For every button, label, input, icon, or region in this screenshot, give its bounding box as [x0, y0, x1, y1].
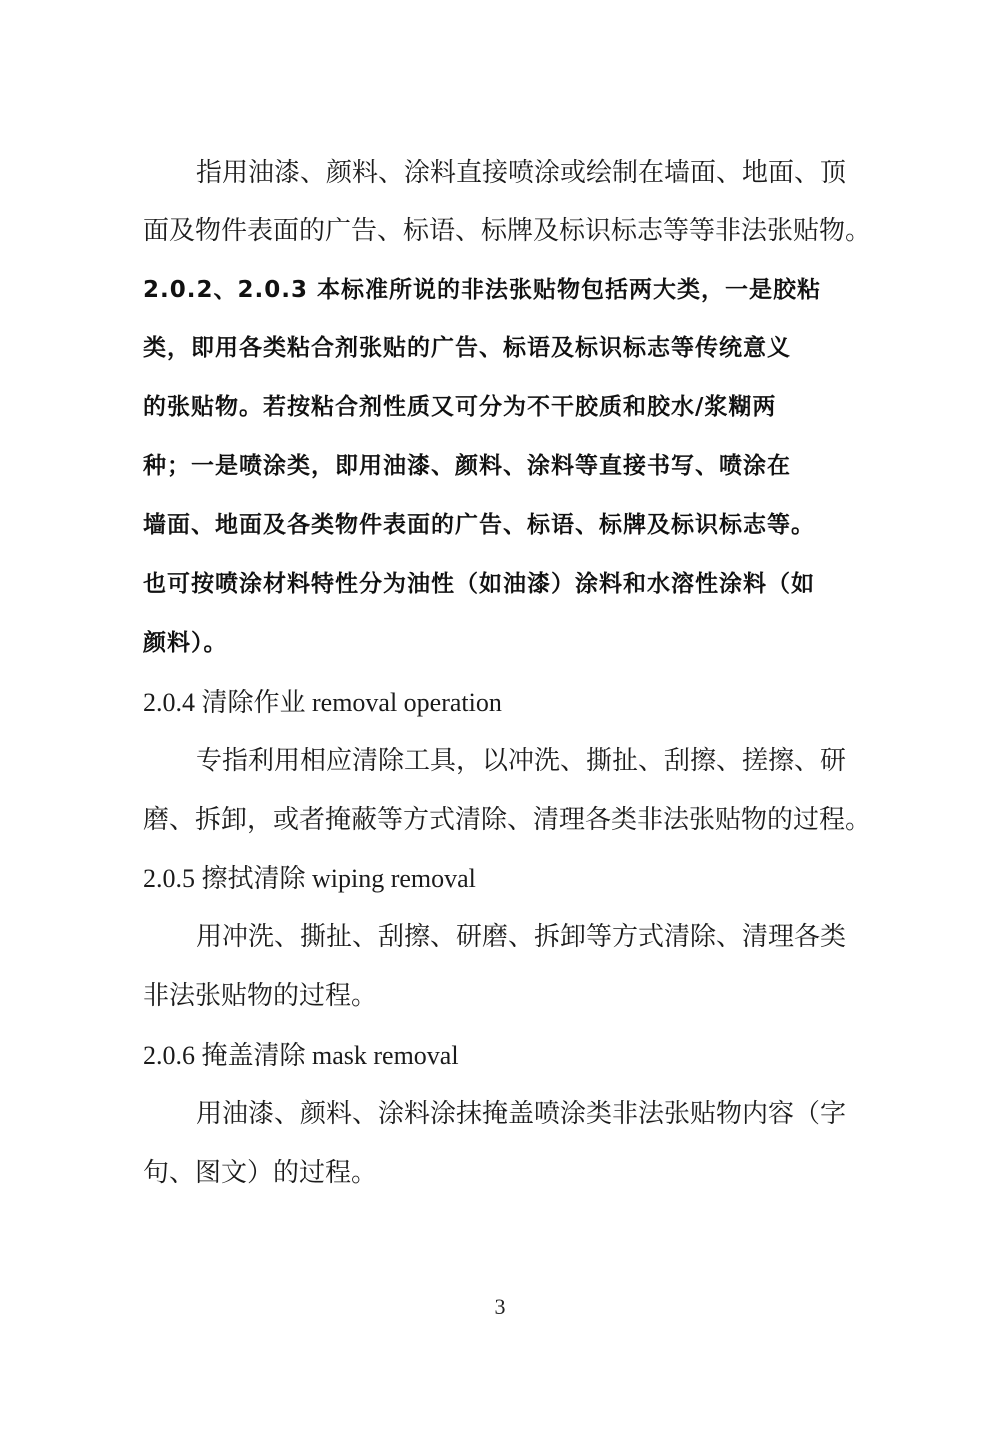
bold-section-line-2: 类，即用各类粘合剂张贴的广告、标语及标识标志等传统意义 [143, 335, 791, 361]
section-2-0-4-line-1: 专指利用相应清除工具，以冲洗、撕扯、刮擦、搓擦、研 [196, 746, 847, 776]
section-2-0-5-heading: 2.0.5 擦拭清除 wiping removal [143, 864, 476, 893]
bold-section-line-4: 种；一是喷涂类，即用油漆、颜料、涂料等直接书写、喷涂在 [143, 453, 791, 479]
bold-section-line-3: 的张贴物。若按粘合剂性质又可分为不干胶质和胶水/浆糊两 [143, 394, 777, 420]
bold-section-line-6: 也可按喷涂材料特性分为油性（如油漆）涂料和水溶性涂料（如 [143, 571, 815, 597]
section-2-0-4-heading: 2.0.4 清除作业 removal operation [143, 688, 502, 717]
bold-section-line-1: 2.0.2、2.0.3 本标准所说的非法张贴物包括两大类，一是胶粘 [143, 277, 821, 303]
bold-section-line-7: 颜料）。 [143, 630, 228, 656]
paragraph-1-line-1: 指用油漆、颜料、涂料直接喷涂或绘制在墙面、地面、顶 [196, 158, 847, 188]
section-2-0-6-heading: 2.0.6 掩盖清除 mask removal [143, 1041, 459, 1070]
section-2-0-6-line-1: 用油漆、颜料、涂料涂抹掩盖喷涂类非法张贴物内容（字 [196, 1099, 847, 1129]
section-2-0-5-line-1: 用冲洗、撕扯、刮擦、研磨、拆卸等方式清除、清理各类 [196, 922, 847, 952]
page-number: 3 [494, 1294, 506, 1319]
paragraph-1-line-2: 面及物件表面的广告、标语、标牌及标识标志等等非法张贴物。 [143, 216, 872, 246]
bold-section-line-5: 墙面、地面及各类物件表面的广告、标语、标牌及标识标志等。 [143, 512, 815, 538]
section-2-0-5-line-2: 非法张贴物的过程。 [143, 981, 378, 1011]
section-2-0-4-line-2: 磨、拆卸，或者掩蔽等方式清除、清理各类非法张贴物的过程。 [143, 805, 872, 835]
section-2-0-6-line-2: 句、图文）的过程。 [143, 1158, 378, 1188]
